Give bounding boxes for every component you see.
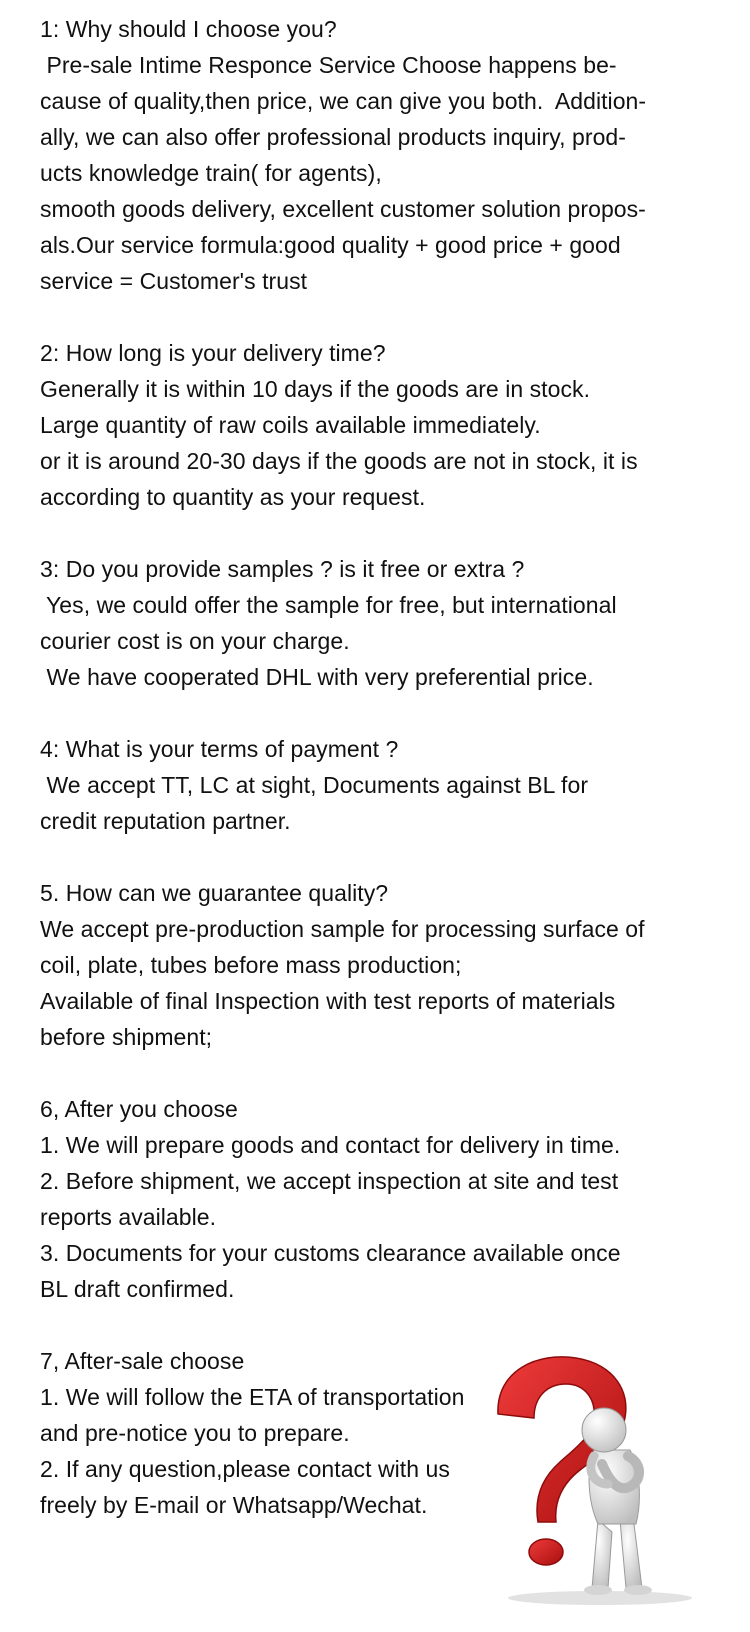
faq-q2-line-3: or it is around 20-30 days if the goods are not in stock, it is	[40, 448, 638, 474]
faq-q7-title: 7, After-sale choose	[40, 1348, 245, 1374]
faq-q3-title: 3: Do you provide samples ? is it free or extra ?	[40, 556, 525, 582]
faq-q4-line-1: We accept TT, LC at sight, Documents against BL for	[40, 772, 589, 798]
faq-q6-line-1: 1. We will prepare goods and contact for delivery in time.	[40, 1132, 621, 1158]
faq-q6-line-3: reports available.	[40, 1204, 217, 1230]
faq-q6-line-4: 3. Documents for your customs clearance available once	[40, 1240, 621, 1266]
faq-q2-line-1: Generally it is within 10 days if the goods are in stock.	[40, 376, 591, 402]
faq-q7-line-2: and pre-notice you to prepare.	[40, 1420, 350, 1446]
faq-q3-line-3: We have cooperated DHL with very preferential price.	[40, 664, 594, 690]
faq-q1-line-3: ally, we can also offer professional products inquiry, prod-	[40, 124, 626, 150]
faq-q7-line-3: 2. If any question,please contact with us	[40, 1456, 450, 1482]
faq-q6-title: 6, After you choose	[40, 1096, 238, 1122]
faq-q3-line-1: Yes, we could offer the sample for free, but international	[40, 592, 617, 618]
faq-q5-title: 5. How can we guarantee quality?	[40, 880, 389, 906]
faq-q6-line-2: 2. Before shipment, we accept inspection at site and test	[40, 1168, 619, 1194]
faq-q1-line-5: smooth goods delivery, excellent customer solution propos-	[40, 196, 646, 222]
faq-q4-line-2: credit reputation partner.	[40, 808, 291, 834]
faq-q1-title: 1: Why should I choose you?	[40, 16, 337, 42]
faq-q1-line-1: Pre-sale Intime Responce Service Choose happens be-	[40, 52, 617, 78]
faq-q7-line-1: 1. We will follow the ETA of transportation	[40, 1384, 465, 1410]
faq-q5-line-4: before shipment;	[40, 1024, 213, 1050]
faq-q5-line-1: We accept pre-production sample for processing surface of	[40, 916, 645, 942]
faq-q6-line-5: BL draft confirmed.	[40, 1276, 235, 1302]
faq-q3-line-2: courier cost is on your charge.	[40, 628, 350, 654]
faq-q7-line-4: freely by E-mail or Whatsapp/Wechat.	[40, 1492, 428, 1518]
faq-q2-line-2: Large quantity of raw coils available immediately.	[40, 412, 541, 438]
faq-q1-line-4: ucts knowledge train( for agents),	[40, 160, 382, 186]
faq-q2-title: 2: How long is your delivery time?	[40, 340, 386, 366]
faq-q1-line-6: als.Our service formula:good quality + good price + good	[40, 232, 621, 258]
faq-q5-line-2: coil, plate, tubes before mass production;	[40, 952, 462, 978]
faq-q1-line-7: service = Customer's trust	[40, 268, 308, 294]
faq-q5-line-3: Available of final Inspection with test reports of materials	[40, 988, 616, 1014]
question-mark-figure-icon	[490, 1352, 710, 1612]
faq-q2-line-4: according to quantity as your request.	[40, 484, 426, 510]
faq-q4-title: 4: What is your terms of payment ?	[40, 736, 399, 762]
faq-q1-line-2: cause of quality,then price, we can give you both. Addition-	[40, 88, 647, 114]
